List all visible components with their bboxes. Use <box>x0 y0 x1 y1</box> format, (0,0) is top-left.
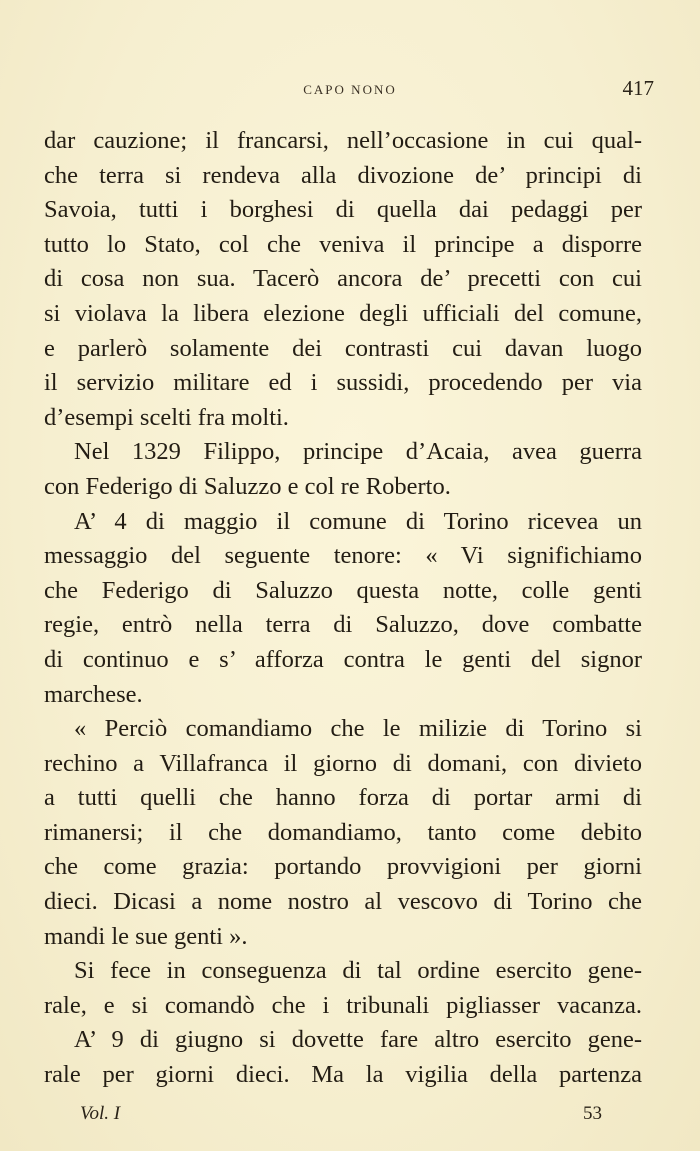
text-line: a tutti quelli che hanno forza di portar armi di <box>44 784 642 812</box>
text-line: Savoia, tutti i borghesi di quella dai pedaggi per <box>44 196 642 224</box>
text-line: rale per giorni dieci. Ma la vigilia della partenza <box>44 1061 642 1089</box>
text-line: « Perciò comandiamo che le milizie di Torino si <box>74 715 642 743</box>
text-line: dieci. Dicasi a nome nostro al vescovo di Torino che <box>44 888 642 916</box>
text-line: marchese. <box>44 680 143 708</box>
text-line: regie, entrò nella terra di Saluzzo, dove combatte <box>44 611 642 639</box>
sheet-number: 53 <box>583 1103 602 1124</box>
text-line: Nel 1329 Filippo, principe d’Acaia, avea guerra <box>74 438 642 466</box>
text-line: rale, e si comandò che i tribunali pigliasser vacanza. <box>44 991 642 1019</box>
text-line: il servizio militare ed i sussidi, procedendo per via <box>44 369 642 397</box>
text-line: che come grazia: portando provvigioni per giorni <box>44 853 642 881</box>
text-line: dar cauzione; il francarsi, nell’occasione in cui qual- <box>44 127 642 154</box>
text-line: che terra si rendeva alla divozione de’ principi di <box>44 161 642 189</box>
text-line: Si fece in conseguenza di tal ordine esercito gene- <box>74 957 642 985</box>
body-text <box>44 124 642 1093</box>
text-line: tutto lo Stato, col che veniva il principe a disporre <box>44 230 642 258</box>
text-line: che Federigo di Saluzzo questa notte, colle genti <box>44 576 642 604</box>
volume-signature: Vol. I <box>80 1103 121 1124</box>
text-line: di continuo e s’ afforza contra le genti del signor <box>44 645 642 673</box>
text-line: di cosa non sua. Tacerò ancora de’ precetti con cui <box>44 265 642 293</box>
running-title: CAPO NONO <box>303 82 397 97</box>
text-line: rimanersi; il che domandiamo, tanto come debito <box>44 818 642 846</box>
page-header <box>44 76 656 108</box>
page-footer <box>80 1103 602 1127</box>
text-line: si violava la libera elezione degli ufficiali del comune, <box>44 299 642 327</box>
text-line: d’esempi scelti fra molti. <box>44 403 289 431</box>
text-line: mandi le sue genti ». <box>44 922 248 950</box>
text-line: e parlerò solamente dei contrasti cui davan luogo <box>44 334 642 362</box>
page-number: 417 <box>622 76 654 100</box>
text-line: rechino a Villafranca il giorno di domani, con divieto <box>44 749 642 777</box>
text-line: A’ 4 di maggio il comune di Torino ricevea un <box>74 507 642 535</box>
text-line: messaggio del seguente tenore: « Vi significhiamo <box>44 542 642 570</box>
text-line: A’ 9 di giugno si dovette fare altro esercito gene- <box>74 1026 642 1054</box>
text-line: con Federigo di Saluzzo e col re Roberto. <box>44 472 451 500</box>
